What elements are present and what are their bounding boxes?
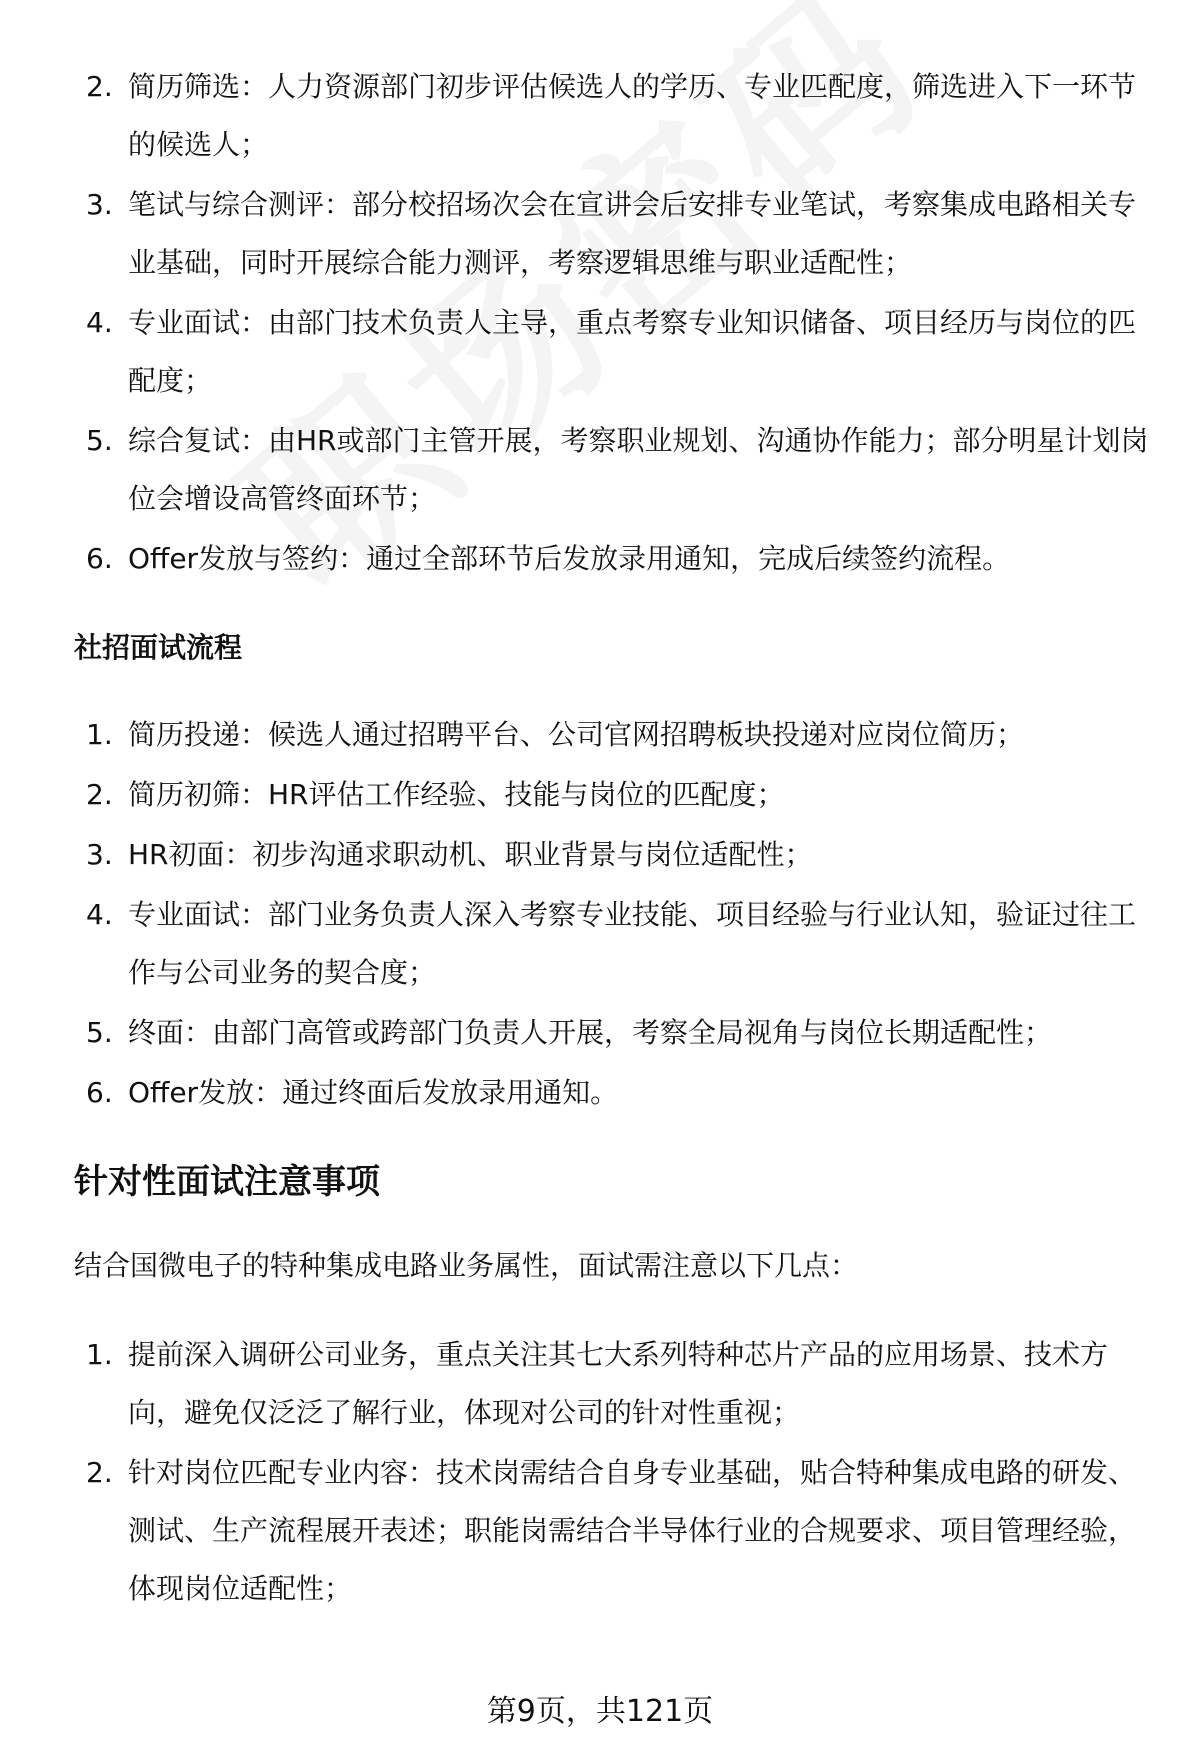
list-text: 简历筛选：人力资源部门初步评估候选人的学历、专业匹配度，筛选进入下一环节的候选人；	[128, 70, 1137, 161]
campus-steps-list	[74, 58, 1154, 588]
list-item	[74, 706, 1154, 764]
list-text: 简历初筛：HR评估工作经验、技能与岗位的匹配度；	[128, 778, 785, 811]
list-text: 简历投递：候选人通过招聘平台、公司官网招聘板块投递对应岗位简历；	[128, 718, 1025, 751]
list-number: 2.	[86, 70, 113, 103]
list-number: 4.	[86, 898, 113, 931]
list-text: Offer发放与签约：通过全部环节后发放录用通知，完成后续签约流程。	[128, 542, 1011, 575]
page-footer: 第9页，共121页	[486, 1694, 714, 1729]
list-text: Offer发放：通过终面后发放录用通知。	[128, 1076, 619, 1109]
list-item	[74, 1004, 1154, 1062]
list-number: 2.	[86, 1456, 113, 1489]
list-number: 5.	[86, 424, 113, 457]
list-item	[74, 766, 1154, 824]
list-number: 3.	[86, 188, 113, 221]
list-item	[74, 412, 1154, 528]
list-item	[74, 294, 1154, 410]
list-text: 终面：由部门高管或跨部门负责人开展，考察全局视角与岗位长期适配性；	[128, 1016, 1053, 1049]
list-item	[74, 826, 1154, 884]
list-text: 专业面试：由部门技术负责人主导，重点考察专业知识储备、项目经历与岗位的匹配度；	[128, 306, 1137, 397]
list-item	[74, 58, 1154, 174]
list-item	[74, 530, 1154, 588]
page-content	[74, 58, 1154, 1620]
list-item	[74, 1326, 1154, 1442]
list-number: 1.	[86, 718, 113, 751]
list-number: 3.	[86, 838, 113, 871]
list-number: 5.	[86, 1016, 113, 1049]
list-item	[74, 176, 1154, 292]
list-number: 6.	[86, 1076, 113, 1109]
list-text: 专业面试：部门业务负责人深入考察专业技能、项目经验与行业认知，验证过往工作与公司业务的契合度；	[128, 898, 1137, 989]
list-text: 针对岗位匹配专业内容：技术岗需结合自身专业基础，贴合特种集成电路的研发、测试、生产流程展开表述；职能岗需结合半导体行业的合规要求、项目管理经验，体现岗位适配性；	[128, 1456, 1137, 1605]
social-steps-list	[74, 706, 1154, 1122]
social-section-title: 社招面试流程	[74, 631, 243, 664]
list-item	[74, 1444, 1154, 1618]
list-text: 综合复试：由HR或部门主管开展，考察职业规划、沟通协作能力；部分明星计划岗位会增设高管终面环节；	[128, 424, 1149, 515]
list-text: 笔试与综合测评：部分校招场次会在宣讲会后安排专业笔试，考察集成电路相关专业基础，同时开展综合能力测评，考察逻辑思维与职业适配性；	[128, 188, 1137, 279]
list-item	[74, 886, 1154, 1002]
notes-intro: 结合国微电子的特种集成电路业务属性，面试需注意以下几点：	[74, 1249, 859, 1282]
list-number: 4.	[86, 306, 113, 339]
list-number: 2.	[86, 778, 113, 811]
list-text: 提前深入调研公司业务，重点关注其七大系列特种芯片产品的应用场景、技术方向，避免仅泛泛了解行业，体现对公司的针对性重视；	[128, 1338, 1109, 1429]
list-item	[74, 1064, 1154, 1122]
list-number: 6.	[86, 542, 113, 575]
list-text: HR初面：初步沟通求职动机、职业背景与岗位适配性；	[128, 838, 813, 871]
notes-section-title: 针对性面试注意事项	[74, 1162, 380, 1202]
notes-list	[74, 1326, 1154, 1618]
list-number: 1.	[86, 1338, 113, 1371]
